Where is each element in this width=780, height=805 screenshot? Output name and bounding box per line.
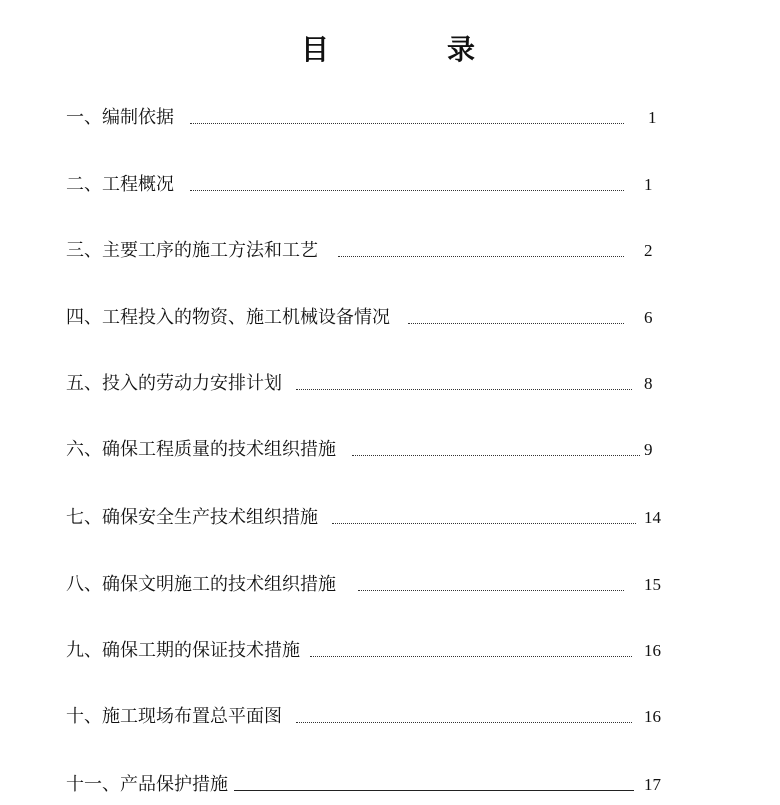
toc-entry-label: 四、工程投入的物资、施工机械设备情况 bbox=[66, 307, 390, 328]
toc-entry[interactable] bbox=[66, 571, 686, 599]
toc-entry[interactable] bbox=[66, 504, 686, 532]
toc-page-number: 1 bbox=[644, 175, 653, 194]
toc-leader bbox=[408, 323, 624, 324]
toc-entry-label: 三、主要工序的施工方法和工艺 bbox=[66, 240, 318, 261]
toc-entry-label: 七、确保安全生产技术组织措施 bbox=[66, 507, 318, 528]
toc-entry-label: 一、编制依据 bbox=[66, 107, 174, 128]
page-title bbox=[0, 30, 780, 70]
toc-leader bbox=[296, 722, 632, 723]
toc-entry-label: 六、确保工程质量的技术组织措施 bbox=[66, 439, 336, 460]
toc-page-number: 17 bbox=[644, 775, 661, 794]
toc-page-number: 14 bbox=[644, 508, 661, 527]
toc-leader bbox=[332, 523, 636, 524]
toc-entry-label: 十、施工现场布置总平面图 bbox=[66, 706, 282, 727]
toc-entry[interactable] bbox=[66, 771, 686, 799]
toc-page-number: 16 bbox=[644, 707, 661, 726]
toc-entry-label: 五、投入的劳动力安排计划 bbox=[66, 373, 282, 394]
toc-leader bbox=[338, 256, 624, 257]
toc-entry[interactable] bbox=[66, 703, 686, 731]
toc-entry[interactable] bbox=[66, 237, 686, 265]
toc-page-number: 6 bbox=[644, 308, 653, 327]
toc-entry[interactable] bbox=[66, 304, 686, 332]
toc-entry-label: 八、确保文明施工的技术组织措施 bbox=[66, 574, 336, 595]
toc-entry[interactable] bbox=[66, 436, 686, 464]
toc-page-number: 2 bbox=[644, 241, 653, 260]
toc-entry[interactable] bbox=[66, 171, 686, 199]
toc-leader bbox=[234, 790, 634, 791]
toc-leader bbox=[358, 590, 624, 591]
toc-entry-label: 十一、产品保护措施 bbox=[66, 774, 228, 795]
toc-leader bbox=[190, 123, 624, 124]
toc-entry[interactable] bbox=[66, 370, 686, 398]
toc-leader bbox=[190, 190, 624, 191]
toc-leader bbox=[296, 389, 632, 390]
toc-leader bbox=[310, 656, 632, 657]
toc-page-number: 1 bbox=[648, 108, 657, 127]
toc-entry[interactable] bbox=[66, 104, 686, 132]
toc-leader bbox=[352, 455, 640, 456]
toc-entry-label: 二、工程概况 bbox=[66, 174, 174, 195]
toc-entry-label: 九、确保工期的保证技术措施 bbox=[66, 640, 300, 661]
title-char-2: 录 bbox=[447, 33, 476, 66]
toc-page-number: 9 bbox=[644, 440, 653, 459]
toc-entry[interactable] bbox=[66, 637, 686, 665]
toc-page-number: 8 bbox=[644, 374, 653, 393]
title-char-1: 目 bbox=[301, 33, 330, 66]
toc-page-number: 16 bbox=[644, 641, 661, 660]
toc-page-number: 15 bbox=[644, 575, 661, 594]
